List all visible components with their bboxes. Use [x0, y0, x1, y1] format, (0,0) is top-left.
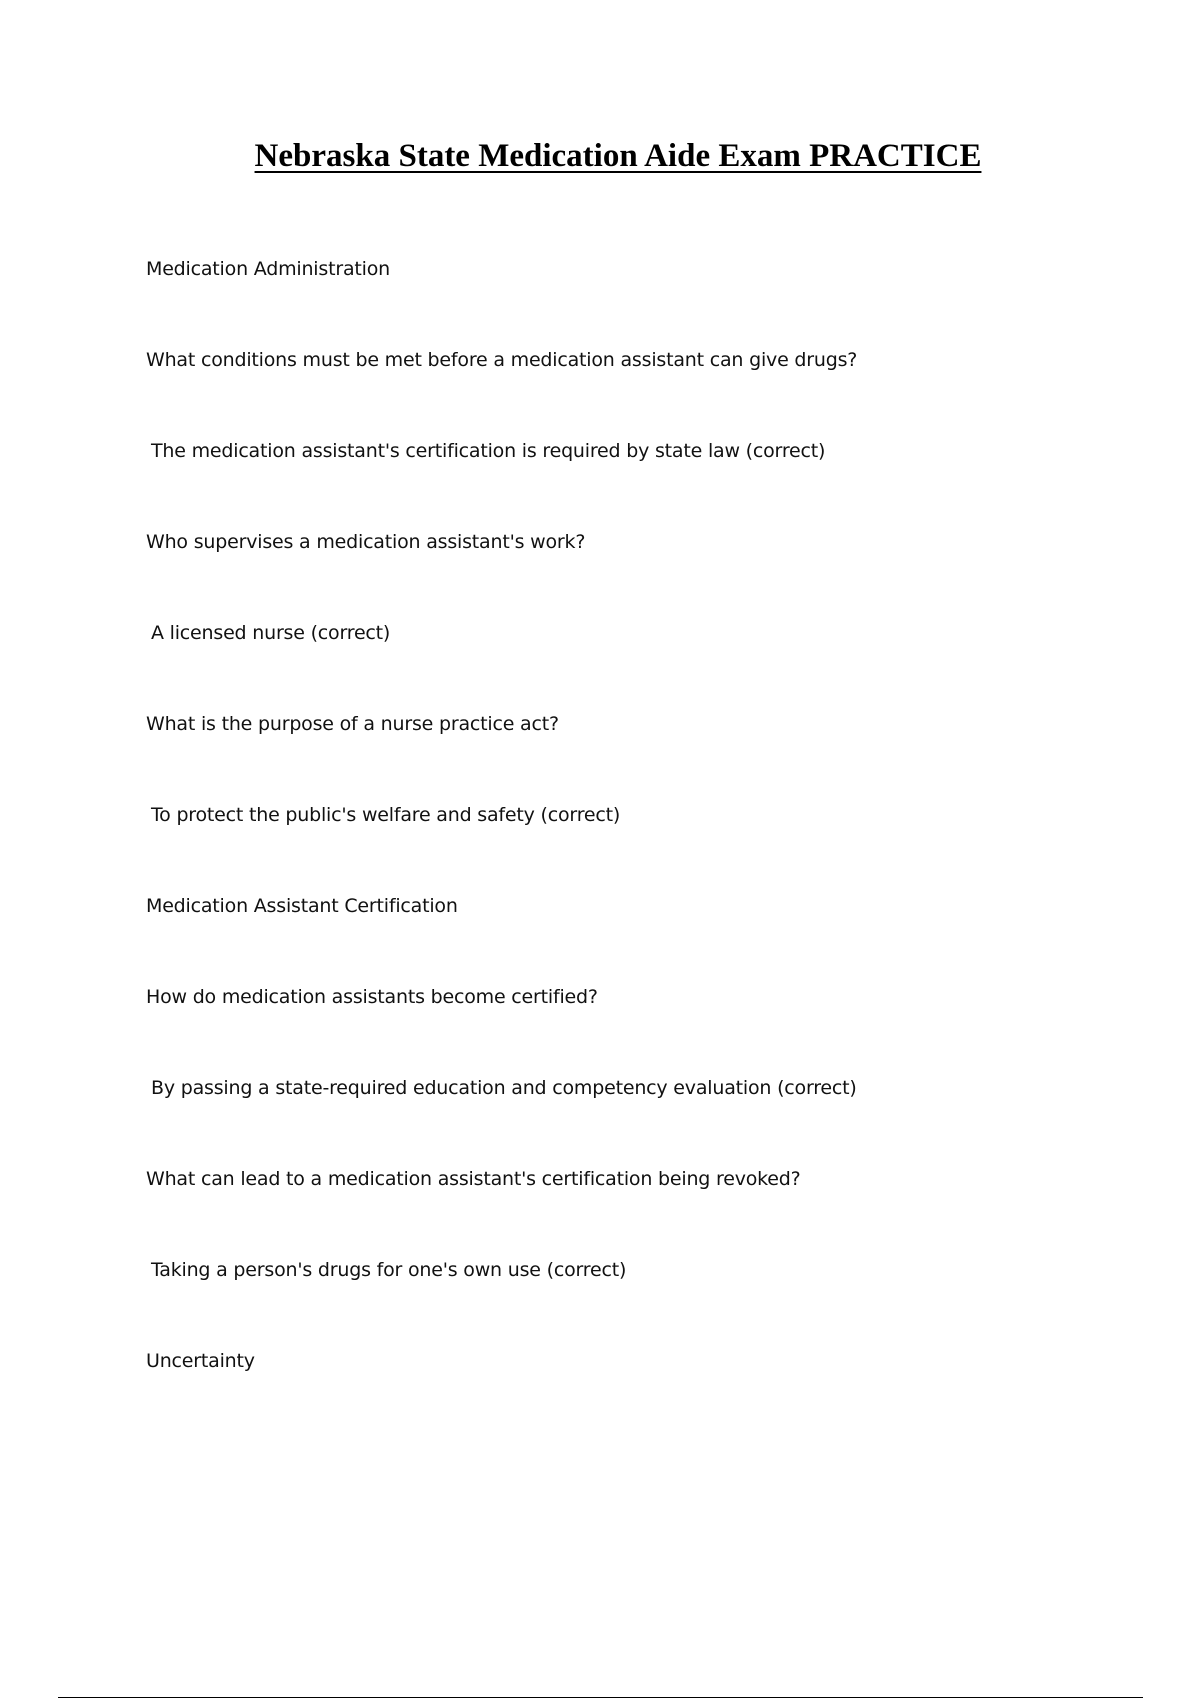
question-text: What can lead to a medication assistant's certification being revoked?	[146, 1168, 801, 1190]
question-text: How do medication assistants become certified?	[146, 986, 598, 1008]
document-title: Nebraska State Medication Aide Exam PRACTICE	[254, 138, 982, 174]
answer-text: By passing a state-required education and competency evaluation (correct)	[151, 1077, 857, 1099]
question-text: What is the purpose of a nurse practice act?	[146, 713, 559, 735]
question-text: What conditions must be met before a medication assistant can give drugs?	[146, 349, 858, 371]
question-text: Who supervises a medication assistant's work?	[146, 531, 586, 553]
section-heading: Uncertainty	[146, 1350, 255, 1372]
footer-divider	[58, 1697, 1143, 1698]
section-heading: Medication Assistant Certification	[146, 895, 458, 917]
answer-text: A licensed nurse (correct)	[151, 622, 391, 644]
section-heading: Medication Administration	[146, 258, 390, 280]
answer-text: The medication assistant's certification is required by state law (correct)	[151, 440, 826, 462]
answer-text: To protect the public's welfare and safety (correct)	[151, 804, 621, 826]
document-body	[146, 257, 1146, 1440]
answer-text: Taking a person's drugs for one's own use (correct)	[151, 1259, 627, 1281]
